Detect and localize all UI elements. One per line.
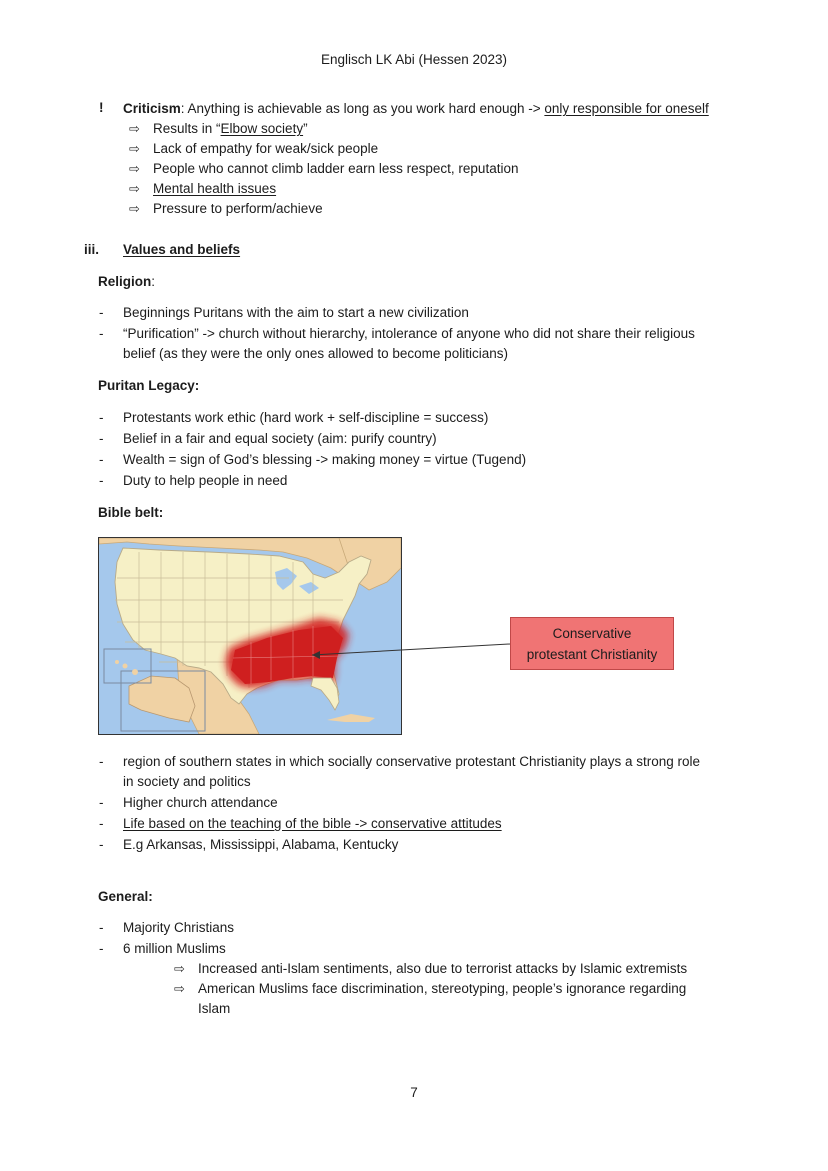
bullet-dash: - — [99, 473, 104, 488]
arrow-icon: ⇨ — [174, 961, 185, 976]
puritan-item: Belief in a fair and equal society (aim: purify country) — [123, 431, 437, 446]
general-subitem: American Muslims face discrimination, stereotyping, people’s ignorance regarding — [198, 981, 687, 996]
bible-belt-item: E.g Arkansas, Mississippi, Alabama, Kentucky — [123, 837, 399, 852]
bullet-dash: - — [99, 920, 104, 935]
general-subitem: Increased anti-Islam sentiments, also due to terrorist attacks by Islamic extremists — [198, 961, 688, 976]
bullet-dash: - — [99, 837, 104, 852]
arrow-icon: ⇨ — [129, 181, 140, 196]
religion-item: “Purification” -> church without hierarchy, intolerance of anyone who did not share their religious — [123, 326, 695, 341]
page-number: 7 — [410, 1085, 418, 1100]
general-subitem-cont: Islam — [198, 1001, 231, 1016]
criticism-underlined: only responsible for oneself — [544, 101, 709, 116]
elbow-society-link: Elbow society — [220, 121, 304, 136]
puritan-item: Protestants work ethic (hard work + self-discipline = success) — [123, 410, 489, 425]
page-header: Englisch LK Abi (Hessen 2023) — [320, 52, 508, 67]
bible-belt-heading: Bible belt: — [98, 505, 164, 520]
criticism-point: Pressure to perform/achieve — [153, 201, 323, 216]
puritan-item: Duty to help people in need — [123, 473, 288, 488]
bullet-dash: - — [99, 795, 104, 810]
bullet-dash: - — [99, 754, 104, 769]
criticism-point: People who cannot climb ladder earn less respect, reputation — [153, 161, 519, 176]
bullet-dash: - — [99, 941, 104, 956]
arrow-icon: ⇨ — [129, 201, 140, 216]
bullet-dash: - — [99, 816, 104, 831]
religion-item-cont: belief (as they were the only ones allowed to become politicians) — [123, 346, 508, 361]
callout-line-1: Conservative — [552, 626, 632, 641]
general-heading: General: — [98, 889, 153, 904]
criticism-text: : Anything is achievable as long as you work hard enough -> — [180, 101, 545, 116]
general-item: 6 million Muslims — [123, 941, 226, 956]
general-item: Majority Christians — [123, 920, 235, 935]
arrow-icon: ⇨ — [129, 161, 140, 176]
section-number: iii. — [84, 242, 100, 257]
arrow-icon: ⇨ — [129, 121, 140, 136]
bullet-dash: - — [99, 326, 104, 341]
religion-item: Beginnings Puritans with the aim to start a new civilization — [123, 305, 469, 320]
bullet-dash: - — [99, 431, 104, 446]
bible-belt-item: region of southern states in which socially conservative protestant Christianity plays a strong role — [123, 754, 701, 769]
criticism-point: Lack of empathy for weak/sick people — [153, 141, 379, 156]
exclamation-marker: ! — [99, 100, 104, 115]
criticism-label: Criticism — [123, 101, 181, 116]
bible-belt-item: Higher church attendance — [123, 795, 278, 810]
puritan-heading: Puritan Legacy: — [98, 378, 200, 393]
arrow-icon: ⇨ — [129, 141, 140, 156]
bible-belt-item: Life based on the teaching of the bible -> conservative attitudes — [123, 816, 502, 831]
bible-belt-item-cont: in society and politics — [123, 774, 251, 789]
callout-line-2: protestant Christianity — [526, 647, 658, 662]
section-title: Values and beliefs — [123, 242, 241, 257]
religion-heading: Religion: — [98, 274, 156, 289]
bullet-dash: - — [99, 305, 104, 320]
arrow-icon: ⇨ — [174, 981, 185, 996]
callout-box — [510, 617, 674, 670]
criticism-point: Mental health issues — [153, 181, 277, 196]
bullet-dash: - — [99, 452, 104, 467]
criticism-point: Results in “Elbow society” — [153, 121, 308, 136]
bullet-dash: - — [99, 410, 104, 425]
puritan-item: Wealth = sign of God’s blessing -> making money = virtue (Tugend) — [123, 452, 527, 467]
